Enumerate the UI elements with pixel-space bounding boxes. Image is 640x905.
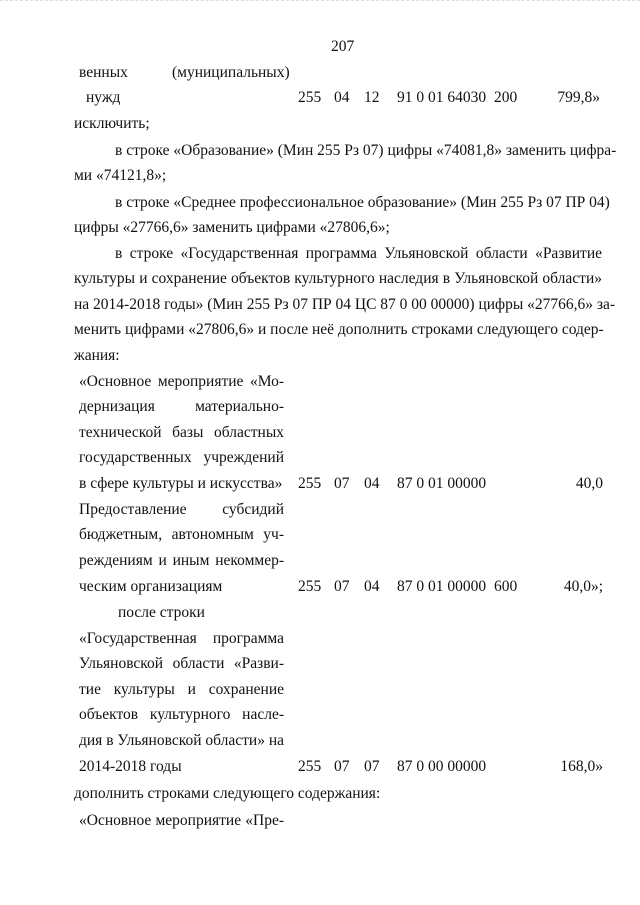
paragraph-text: дополнить строками следующего содержания:	[74, 785, 381, 802]
table-cell-code: 255	[298, 758, 322, 775]
table-cell-code: 04	[364, 475, 380, 492]
table-row-label: нужд	[86, 89, 121, 106]
paragraph-text: исключить;	[74, 115, 150, 132]
table-row-label: государственных учреждений	[79, 449, 284, 466]
paragraph-text: на 2014-2018 годы» (Мин 255 Рз 07 ПР 04 ЦС 87 0 00 00000) цифры «27766,6» за-	[74, 296, 616, 313]
paragraph-text: ми «74121,8»;	[74, 167, 167, 184]
table-cell-amount: 799,8»	[557, 89, 600, 106]
table-row-label: бюджетным, автономным уч-	[79, 526, 284, 543]
paragraph-text: культуры и сохранение объектов культурного наследия в Ульяновской области»	[74, 270, 602, 287]
table-row-label: дернизация материально-	[79, 398, 284, 415]
table-cell-code: 600	[494, 578, 518, 595]
table-row-label: «Государственная программа	[79, 630, 284, 647]
table-cell-code: 255	[298, 475, 322, 492]
table-cell-code: 07	[334, 475, 350, 492]
table-row-label: технической базы областных	[79, 424, 284, 441]
table-cell-code: 255	[298, 89, 322, 106]
table-row-label: объектов культурного насле-	[79, 706, 284, 723]
table-cell-code: 04	[334, 89, 350, 106]
table-cell-code: 87 0 01 00000	[397, 578, 487, 595]
table-row-label: (муниципальных)	[172, 64, 290, 81]
table-row-label: 2014-2018 годы	[79, 758, 182, 775]
table-cell-code: 200	[494, 89, 518, 106]
paragraph-text: в строке «Среднее профессиональное образование» (Мин 255 Рз 07 ПР 04)	[115, 194, 610, 211]
table-cell-code: 91 0 01 64030	[397, 89, 487, 106]
table-cell-amount: 40,0	[575, 475, 603, 492]
table-cell-code: 87 0 00 00000	[397, 758, 487, 775]
table-cell-code: 12	[364, 89, 380, 106]
table-cell-code: 255	[298, 578, 322, 595]
page-number: 207	[331, 38, 355, 55]
table-cell-amount: 168,0»	[560, 758, 603, 775]
table-cell-code: 04	[364, 578, 380, 595]
scan-header-noise	[0, 0, 640, 11]
table-cell-code: 87 0 01 00000	[397, 475, 487, 492]
table-cell-code: 07	[334, 578, 350, 595]
paragraph-text: менить цифрами «27806,6» и после неё дополнить строками следующего содер-	[74, 321, 604, 338]
table-row-label: в сфере культуры и искусства»	[79, 475, 283, 492]
table-row-label: Ульяновской области «Разви-	[79, 655, 284, 672]
table-row-label: дия в Ульяновской области» на	[79, 732, 284, 749]
table-row-label: тие культуры и сохранение	[79, 681, 284, 698]
table-row-label: реждениям и иным некоммер-	[79, 552, 284, 569]
table-row-label: «Основное мероприятие «Мо-	[79, 373, 284, 390]
paragraph-text: цифры «27766,6» заменить цифрами «27806,6»;	[74, 219, 390, 236]
table-row-label: венных	[79, 64, 128, 81]
paragraph-text: в строке «Государственная программа Ульяновской области «Развитие	[115, 245, 602, 262]
table-cell-code: 07	[334, 758, 350, 775]
paragraph-text: в строке «Образование» (Мин 255 Рз 07) цифры «74081,8» заменить цифра-	[115, 142, 617, 159]
table-row-label: ческим организациям	[79, 578, 223, 595]
table-cell-amount: 40,0»;	[563, 578, 603, 595]
paragraph-text: жания:	[74, 347, 120, 364]
table-cell-code: 07	[364, 758, 380, 775]
table-row-label: Предоставление субсидий	[79, 501, 284, 518]
paragraph-text: после строки	[118, 604, 205, 621]
table-row-label: «Основное мероприятие «Пре-	[79, 812, 284, 829]
